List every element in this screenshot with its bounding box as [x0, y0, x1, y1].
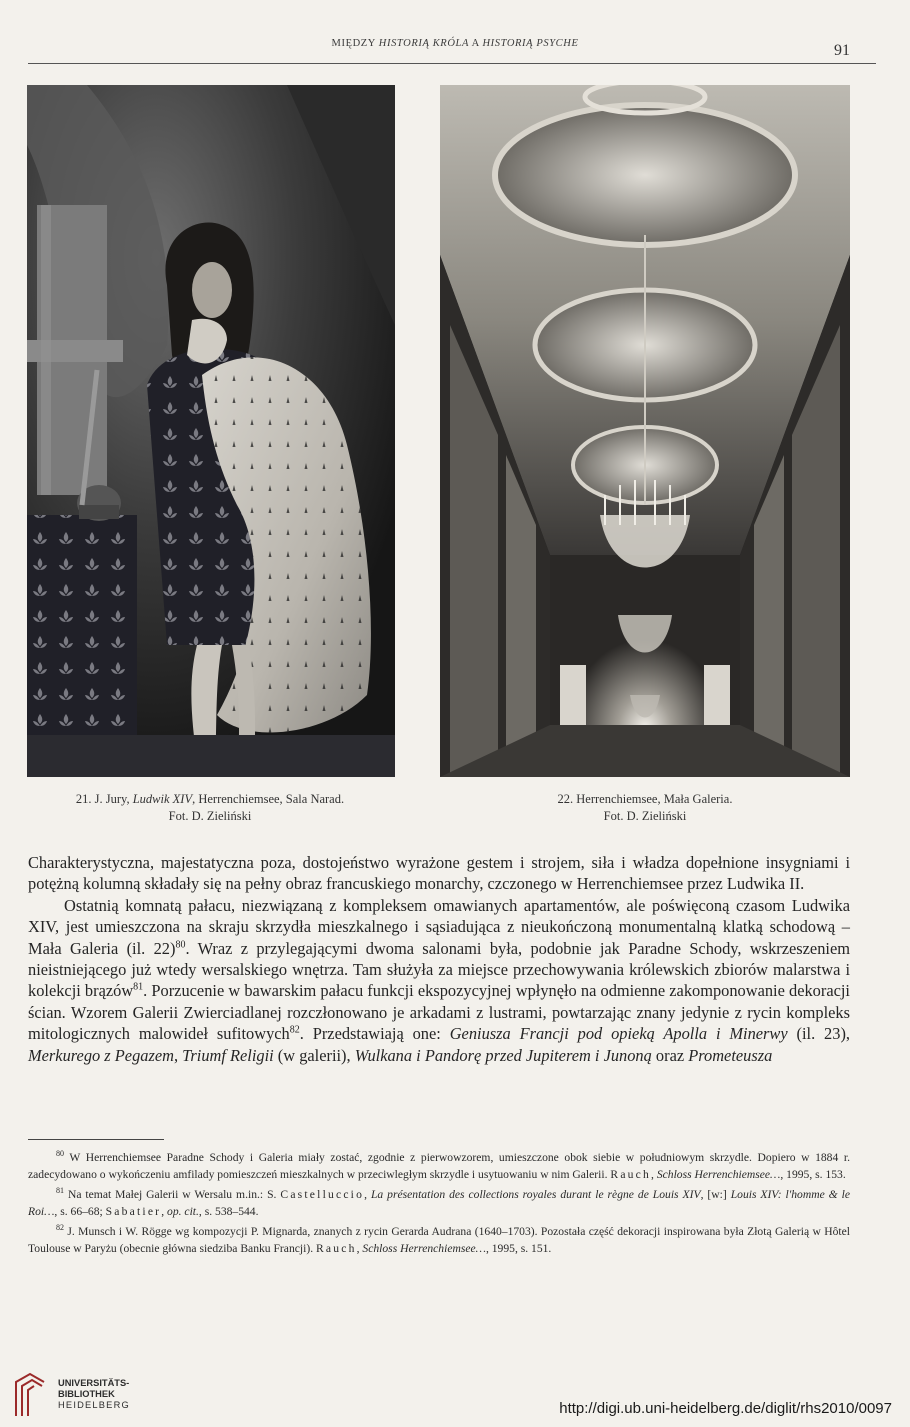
footnote-80: $^{80}$ W Herrenchiemsee Paradne Schody i Galeria miały zostać, zgodnie z pierwowzorem, umieszczone obok siebie w południowym skrzydle. Dopiero w 1884 r. zadecydowano o wykończeniu amfilady pomieszczeń mieszkalnych w przeciwległym skrzydle i usytuowaniu w nim Galerii. Rauch, Schloss Herrenchiemsee…, 1995, s. 153.	[28, 1149, 850, 1182]
figure-22-caption	[440, 791, 850, 825]
portrait-painting-image	[27, 85, 395, 777]
footnote-82: $^{82}$ J. Munsch i W. Rögge wg kompozycji P. Mignarda, znanych z rycin Gerarda Audrana (1640–1703). Pozostała część dekoracji inspirowana była Złotą Galerią w Hôtel Toulouse w Paryżu (obecnie główna siedziba Banku Francji). Rauch, Schloss Herrenchiemsee…, 1995, s. 151.	[28, 1222, 850, 1256]
library-name: UNIVERSITÄTS- BIBLIOTHEK HEIDELBERG	[58, 1378, 130, 1410]
footnote-ref-80: 80	[175, 939, 186, 951]
paragraph-1: Charakterystyczna, majestatyczna poza, dostojeństwo wyrażone gestem i strojem, siła i władza dopełnione insygniami i potężną kolumną składały się na pełny obraz francuskiego monarchy, czczonego w Herrenchiemsee przez Ludwika II.	[28, 853, 850, 894]
figure-21-caption	[20, 791, 400, 825]
figure-22-mala-galeria	[440, 85, 850, 777]
figure-21-photo-credit: Fot. D. Zieliński	[168, 809, 252, 823]
footnote-separator	[28, 1139, 164, 1140]
digitization-url-link[interactable]: http://digi.ub.uni-heidelberg.de/diglit/rhs2010/0097	[559, 1400, 892, 1417]
running-title: MIĘDZY HISTORIĄ KRÓLA A HISTORIĄ PSYCHE	[331, 38, 579, 49]
page-number: 91	[834, 42, 850, 59]
footnote-ref-81: 81	[133, 981, 144, 993]
figure-22-caption-line1: 22. Herrenchiemsee, Mała Galeria.	[557, 792, 733, 806]
main-body-text	[28, 852, 850, 1066]
figure-21-portrait-louis-xiv	[27, 85, 395, 777]
library-logo-icon	[10, 1372, 50, 1420]
paragraph-2: Ostatnią komnatą pałacu, niezwiązaną z kompleksem omawianych apartamentów, ale poświęconą czasom Ludwika XIV, jest umieszczona na skraju skrzydła mieszkalnego i sąsiadująca z nieukończoną monumentalną klatką schodową – Mała Galeria (il. 22)$^{80}$. Wraz z przylegającymi dwoma salonami była, podobnie jak Paradne Schody, wskrzeszeniem nieistniejącego już wtedy wersalskiego wnętrza. Tam służyła za miejsce przechowywania królewskich zbiorów malarstwa i kolekcji brązów$^{81}$. Porzucenie w bawarskim pałacu funkcji ekspozycyjnej wpłynęło na odmienne zakomponowanie dekoracji ścian. Wzorem Galerii Zwierciadlanej rozczłonowano je arkadami z lustrami, powtarzając znany jedynie z rycin kompleks mitologicznych malowideł sufitowych$^{82}$. Przedstawiają one: Geniusza Francji pod opieką Apolla i Minerwy (il. 23), Merkurego z Pegazem, Triumf Religii (w galerii), Wulkana i Pandorę przed Jupiterem i Junoną oraz Prometeusza	[28, 895, 850, 1065]
figure-21-caption-line1: 21. J. Jury, Ludwik XIV, Herrenchiemsee, Sala Narad.	[75, 792, 345, 806]
footnotes	[28, 1149, 850, 1259]
gallery-interior-image	[440, 85, 850, 777]
figure-22-photo-credit: Fot. D. Zieliński	[603, 809, 687, 823]
footnote-81: $^{81}$ Na temat Małej Galerii w Wersalu m.in.: S. Castelluccio, La présentation des collections royales durant le règne de Louis XIV, [w:] Louis XIV: l'homme & le Roi…, s. 66–68; Sabatier, op. cit., s. 538–544.	[28, 1185, 851, 1219]
footnote-ref-82: 82	[289, 1024, 300, 1036]
header-rule	[28, 63, 876, 64]
